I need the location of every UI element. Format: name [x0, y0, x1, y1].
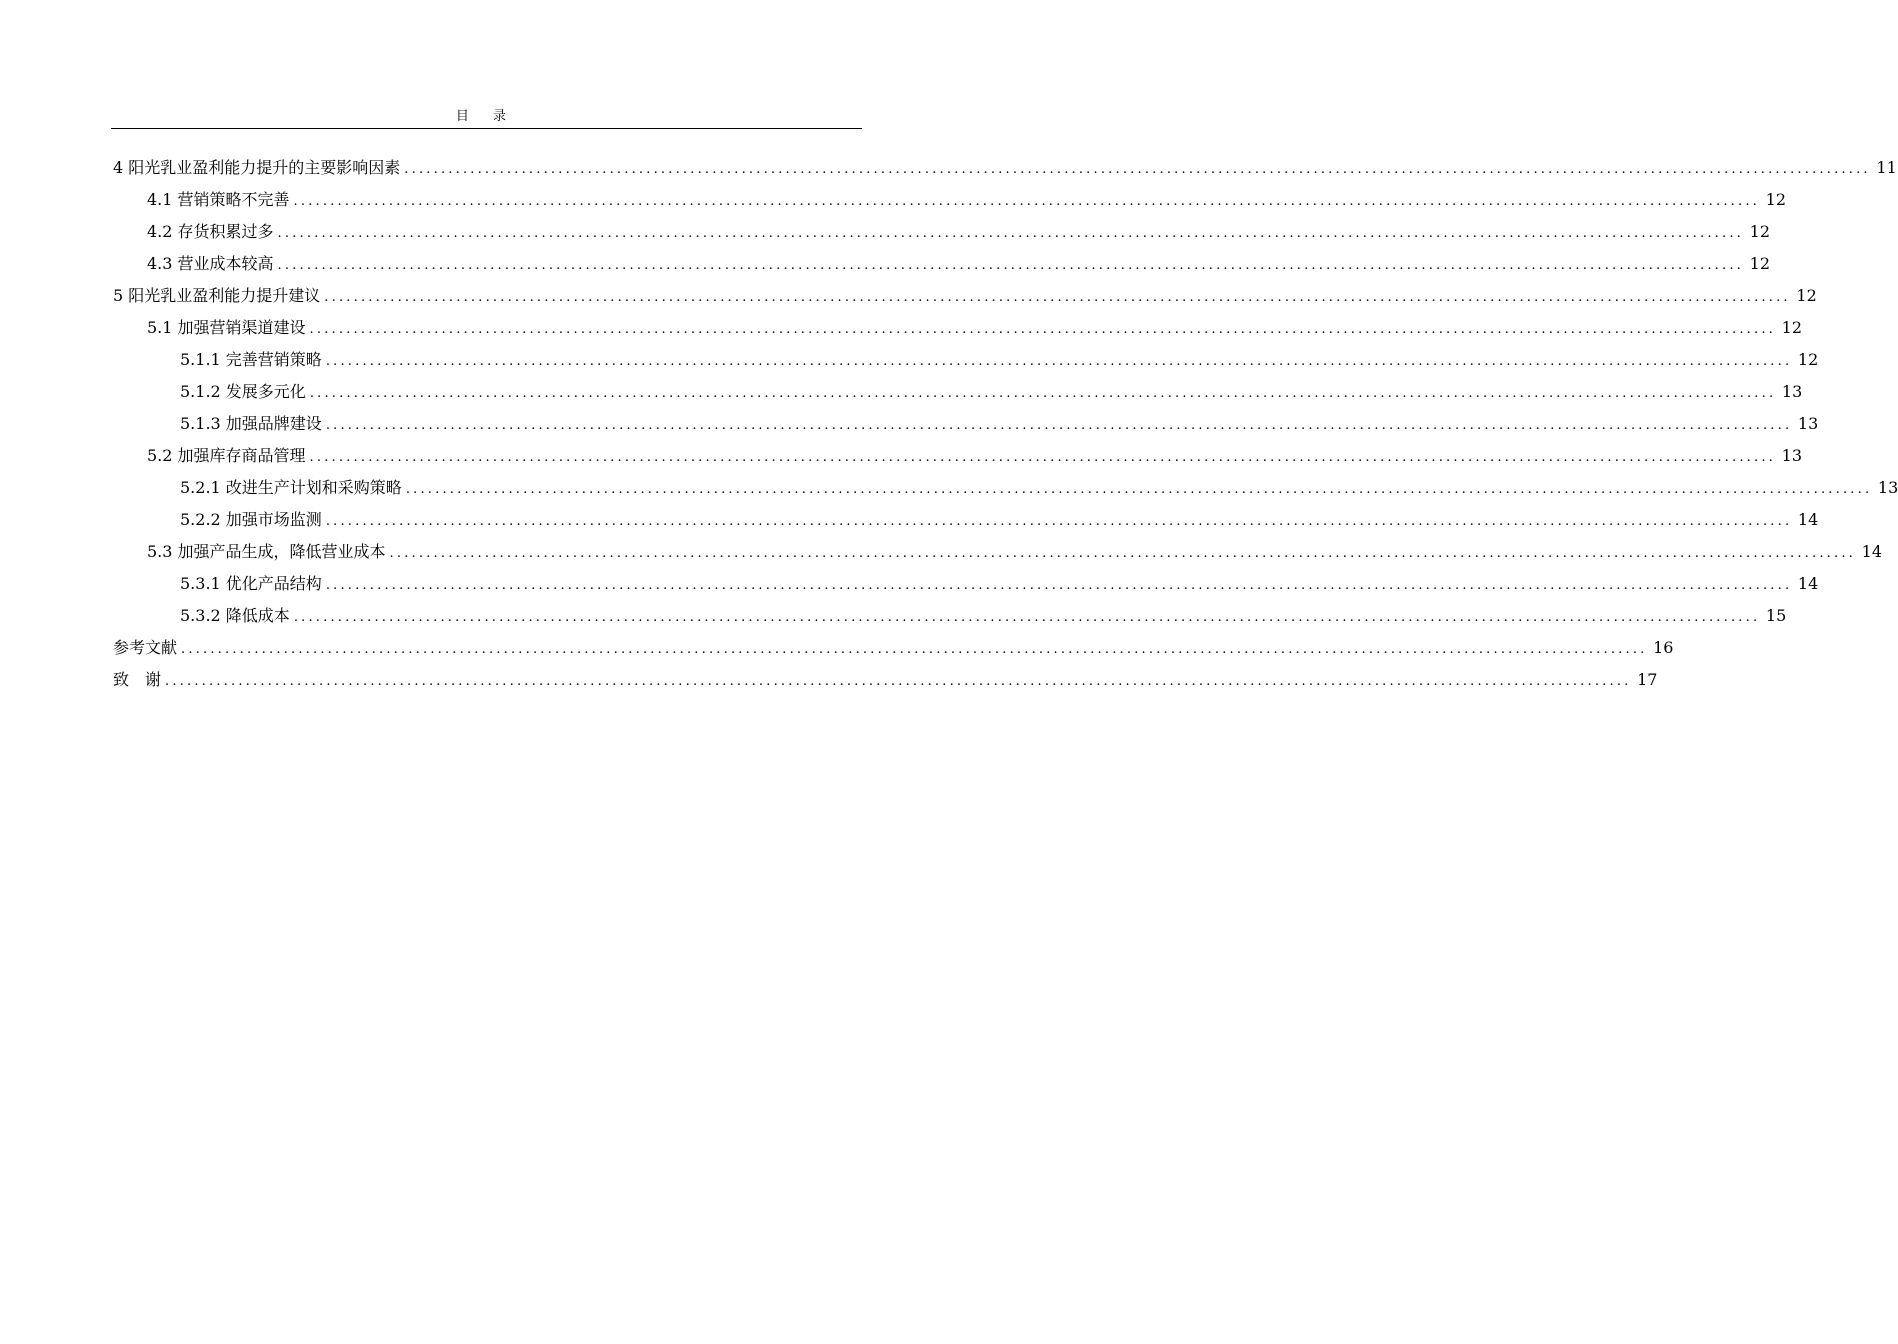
- toc-leader-dots: ........................................................................................................................................................................................................: [293, 610, 1761, 625]
- page-header-title: 目 录: [455, 109, 517, 124]
- toc-entry-page-number: 13: [1781, 382, 1803, 401]
- toc-entry-page-number: 14: [1861, 542, 1883, 561]
- toc-entry-title: 5.1.3 加强品牌建设: [180, 414, 322, 433]
- toc-entry-title: 5.2 加强库存商品管理: [147, 446, 306, 465]
- toc-leader-dots: ........................................................................................................................................................................................................: [325, 514, 1793, 529]
- toc-leader-dots: ........................................................................................................................................................................................................: [325, 354, 1793, 369]
- toc-entry-title: 4.3 营业成本较高: [147, 254, 274, 273]
- toc-leader-dots: ........................................................................................................................................................................................................: [181, 642, 1648, 657]
- toc-entry[interactable]: [113, 440, 1803, 472]
- toc-entry[interactable]: [113, 504, 1819, 536]
- toc-entry-title: 5.1.1 完善营销策略: [180, 350, 322, 369]
- toc-entry[interactable]: [113, 472, 1898, 504]
- toc-leader-dots: ........................................................................................................................................................................................................: [405, 482, 1873, 497]
- toc-entry-title: 4.1 营销策略不完善: [147, 190, 290, 209]
- table-of-contents: [113, 152, 1898, 696]
- toc-entry[interactable]: [113, 248, 1771, 280]
- toc-entry-title: 5.1 加强营销渠道建设: [147, 318, 306, 337]
- toc-entry-title: 4.2 存货积累过多: [147, 222, 274, 241]
- toc-leader-dots: ........................................................................................................................................................................................................: [325, 578, 1793, 593]
- toc-entry-page-number: 12: [1765, 190, 1787, 209]
- toc-entry-page-number: 15: [1765, 606, 1787, 625]
- toc-leader-dots: ........................................................................................................................................................................................................: [277, 258, 1745, 273]
- toc-entry-page-number: 16: [1653, 638, 1674, 657]
- toc-entry[interactable]: [113, 280, 1817, 312]
- toc-entry[interactable]: [113, 152, 1897, 184]
- toc-entry[interactable]: [113, 376, 1803, 408]
- toc-entry-page-number: 13: [1781, 446, 1803, 465]
- header-divider: [111, 128, 862, 129]
- toc-entry-title: 5.2.1 改进生产计划和采购策略: [180, 478, 402, 497]
- toc-entry[interactable]: [113, 216, 1771, 248]
- toc-leader-dots: ........................................................................................................................................................................................................: [277, 226, 1745, 241]
- toc-leader-dots: ........................................................................................................................................................................................................: [309, 322, 1777, 337]
- toc-entry[interactable]: [113, 312, 1803, 344]
- toc-entry-page-number: 14: [1797, 574, 1819, 593]
- toc-entry[interactable]: [113, 408, 1819, 440]
- toc-entry-title: 5.3.2 降低成本: [180, 606, 290, 625]
- toc-leader-dots: ........................................................................................................................................................................................................: [389, 546, 1857, 561]
- toc-leader-dots: ........................................................................................................................................................................................................: [293, 194, 1761, 209]
- toc-leader-dots: ........................................................................................................................................................................................................: [325, 418, 1793, 433]
- toc-leader-dots: ........................................................................................................................................................................................................: [165, 674, 1632, 689]
- toc-entry-page-number: 13: [1797, 414, 1819, 433]
- toc-entry-page-number: 12: [1796, 286, 1817, 305]
- toc-entry-title: 5.1.2 发展多元化: [180, 382, 306, 401]
- toc-entry-page-number: 12: [1781, 318, 1803, 337]
- toc-entry-page-number: 14: [1797, 510, 1819, 529]
- toc-entry-title: 5.2.2 加强市场监测: [180, 510, 322, 529]
- toc-entry-page-number: 12: [1797, 350, 1819, 369]
- toc-entry[interactable]: [113, 664, 1658, 696]
- toc-entry-page-number: 12: [1749, 222, 1771, 241]
- toc-entry-page-number: 13: [1877, 478, 1898, 497]
- toc-entry-page-number: 12: [1749, 254, 1771, 273]
- toc-entry-page-number: 17: [1637, 670, 1658, 689]
- toc-entry-title: 致 谢: [113, 670, 162, 689]
- toc-entry-title: 5.3 加强产品生成，降低营业成本: [147, 542, 386, 561]
- toc-leader-dots: ........................................................................................................................................................................................................: [309, 450, 1777, 465]
- toc-leader-dots: ........................................................................................................................................................................................................: [324, 290, 1791, 305]
- toc-entry-title: 4 阳光乳业盈利能力提升的主要影响因素: [113, 158, 401, 177]
- toc-entry-title: 5 阳光乳业盈利能力提升建议: [113, 286, 321, 305]
- toc-entry-title: 5.3.1 优化产品结构: [180, 574, 322, 593]
- toc-leader-dots: ........................................................................................................................................................................................................: [309, 386, 1777, 401]
- toc-entry-title: 参考文献: [113, 638, 178, 657]
- toc-entry[interactable]: [113, 184, 1787, 216]
- toc-entry-page-number: 11: [1876, 158, 1897, 177]
- toc-entry[interactable]: [113, 344, 1819, 376]
- toc-entry[interactable]: [113, 600, 1787, 632]
- toc-entry[interactable]: [113, 632, 1674, 664]
- toc-entry[interactable]: [113, 536, 1883, 568]
- toc-leader-dots: ........................................................................................................................................................................................................: [404, 162, 1871, 177]
- toc-entry[interactable]: [113, 568, 1819, 600]
